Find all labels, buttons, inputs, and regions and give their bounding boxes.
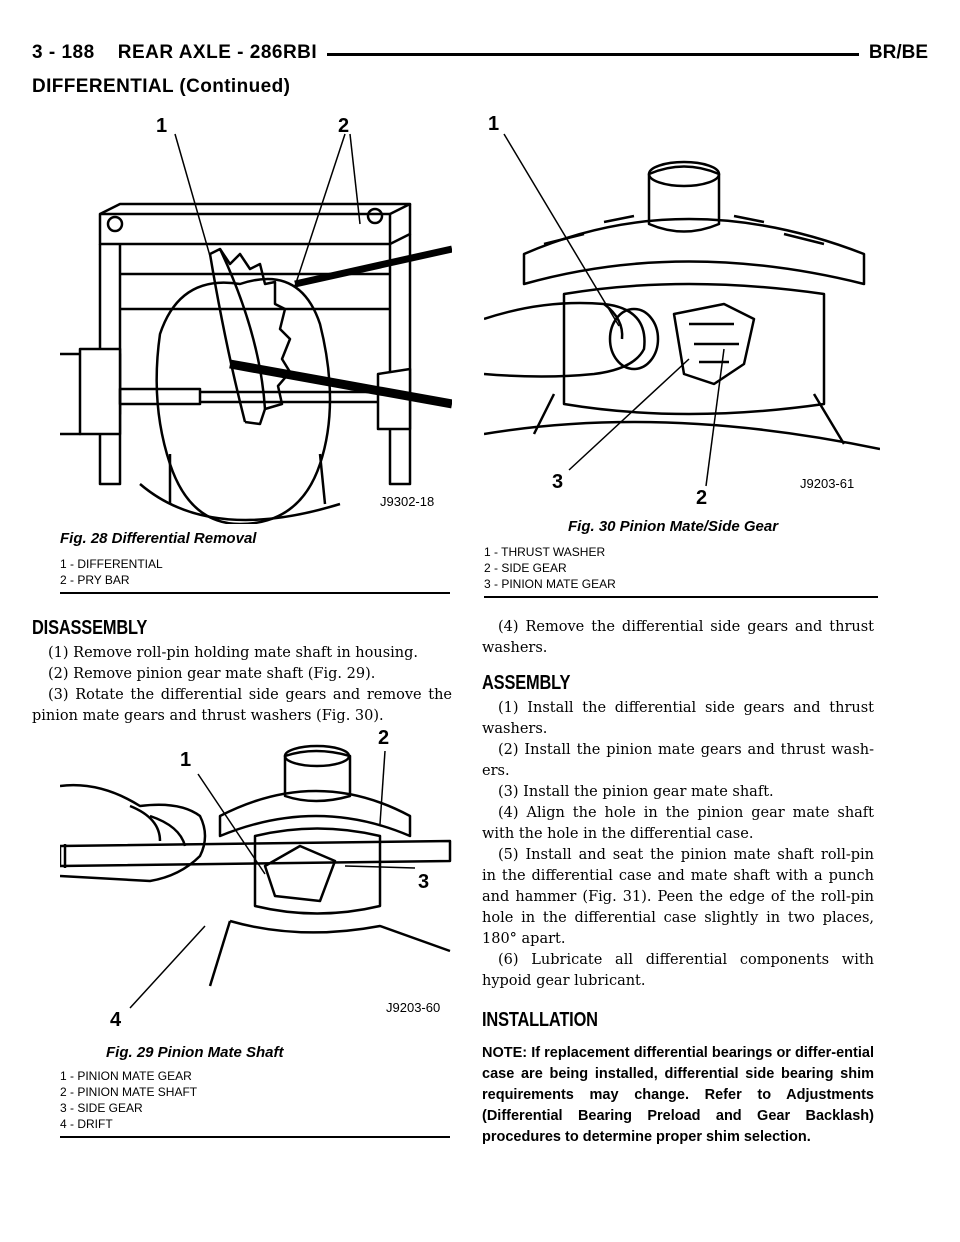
pinion-mate-side-gear-illustration xyxy=(484,104,880,524)
step-text: (1) Remove roll-pin holding mate shaft in housing. xyxy=(48,645,419,661)
left-column xyxy=(32,618,452,727)
callout-1: 1 xyxy=(488,113,500,135)
callout-2: 2 xyxy=(338,115,350,137)
legend-item: 1 - PINION MATE GEAR xyxy=(60,1069,192,1083)
callout-4: 4 xyxy=(110,1009,122,1031)
callout-1: 1 xyxy=(180,749,192,771)
callout-1: 1 xyxy=(156,115,168,137)
step-text: (1) Install the differential side gears and thrust washers. xyxy=(482,700,874,737)
step-text: (4) Remove the differential side gears and thrust washers. xyxy=(482,619,874,656)
callout-3: 3 xyxy=(418,871,430,893)
assembly-heading: ASSEMBLY xyxy=(482,672,571,694)
step-text: (4) Align the hole in the pinion gear mate shaft with the hole in the differential case. xyxy=(482,805,874,842)
section-name: REAR AXLE - 286RBI xyxy=(117,42,318,63)
legend-item: 2 - PRY BAR xyxy=(60,573,130,587)
figure-code: J9203-60 xyxy=(386,1000,441,1015)
legend-item: 1 - THRUST WASHER xyxy=(484,545,606,559)
figure-legend xyxy=(60,1068,197,1132)
figure-28 xyxy=(60,104,452,600)
legend-item: 3 - SIDE GEAR xyxy=(60,1101,143,1115)
figure-code: J9203-61 xyxy=(800,476,855,491)
step-text: (2) Remove pinion gear mate shaft (Fig. 29). xyxy=(48,666,376,682)
figure-legend xyxy=(484,544,616,592)
figure-29 xyxy=(60,726,452,1142)
step-text: (3) Install the pinion gear mate shaft. xyxy=(498,784,774,800)
installation-note: NOTE: If replacement differential bearings or differ-ential case are being installed, differential side bearing shim requirements may change. Refer to Adjustments (Differential Bearing Preload and Gear Backlash) procedures to determine proper shim selection. xyxy=(482,1045,874,1145)
disassembly-heading: DISASSEMBLY xyxy=(32,617,148,639)
installation-heading: INSTALLATION xyxy=(482,1009,598,1031)
callout-2: 2 xyxy=(696,487,708,509)
legend-item: 1 - DIFFERENTIAL xyxy=(60,557,163,571)
figure-30 xyxy=(484,104,880,600)
legend-item: 2 - PINION MATE SHAFT xyxy=(60,1085,198,1099)
figure-rule xyxy=(60,1136,450,1138)
page-header xyxy=(32,42,928,72)
step-text: (6) Lubricate all differential components with hypoid gear lubricant. xyxy=(482,952,874,989)
step-text: (5) Install and seat the pinion mate shaft roll-pin in the differential case and mate shaft with a punch and hammer (Fig. 31). Peen the edge of the roll-pin hole in the differential case slightly in two places, 180° apart. xyxy=(482,847,874,947)
legend-item: 3 - PINION MATE GEAR xyxy=(484,577,616,591)
figure-rule xyxy=(484,596,878,598)
section-subtitle: DIFFERENTIAL (Continued) xyxy=(32,76,291,97)
figure-rule xyxy=(60,592,450,594)
callout-3: 3 xyxy=(552,471,564,493)
figure-title: Fig. 28 Differential Removal xyxy=(60,530,257,547)
callout-2: 2 xyxy=(378,727,390,749)
figure-legend xyxy=(60,556,163,588)
figure-code: J9302-18 xyxy=(380,494,435,509)
step-text: (2) Install the pinion mate gears and thrust wash-ers. xyxy=(482,742,874,779)
legend-item: 4 - DRIFT xyxy=(60,1117,113,1131)
legend-item: 2 - SIDE GEAR xyxy=(484,561,567,575)
figure-title: Fig. 30 Pinion Mate/Side Gear xyxy=(568,518,779,535)
differential-removal-illustration xyxy=(60,104,452,524)
figure-title: Fig. 29 Pinion Mate Shaft xyxy=(106,1044,284,1061)
page-reference: 3 - 188 REAR AXLE - 286RBI xyxy=(32,42,327,64)
model-code: BR/BE xyxy=(859,42,928,64)
right-column xyxy=(482,617,874,1148)
pinion-mate-shaft-illustration xyxy=(60,726,452,1044)
step-text: (3) Rotate the differential side gears and remove the pinion mate gears and thrust washers (Fig. 30). xyxy=(32,687,452,724)
